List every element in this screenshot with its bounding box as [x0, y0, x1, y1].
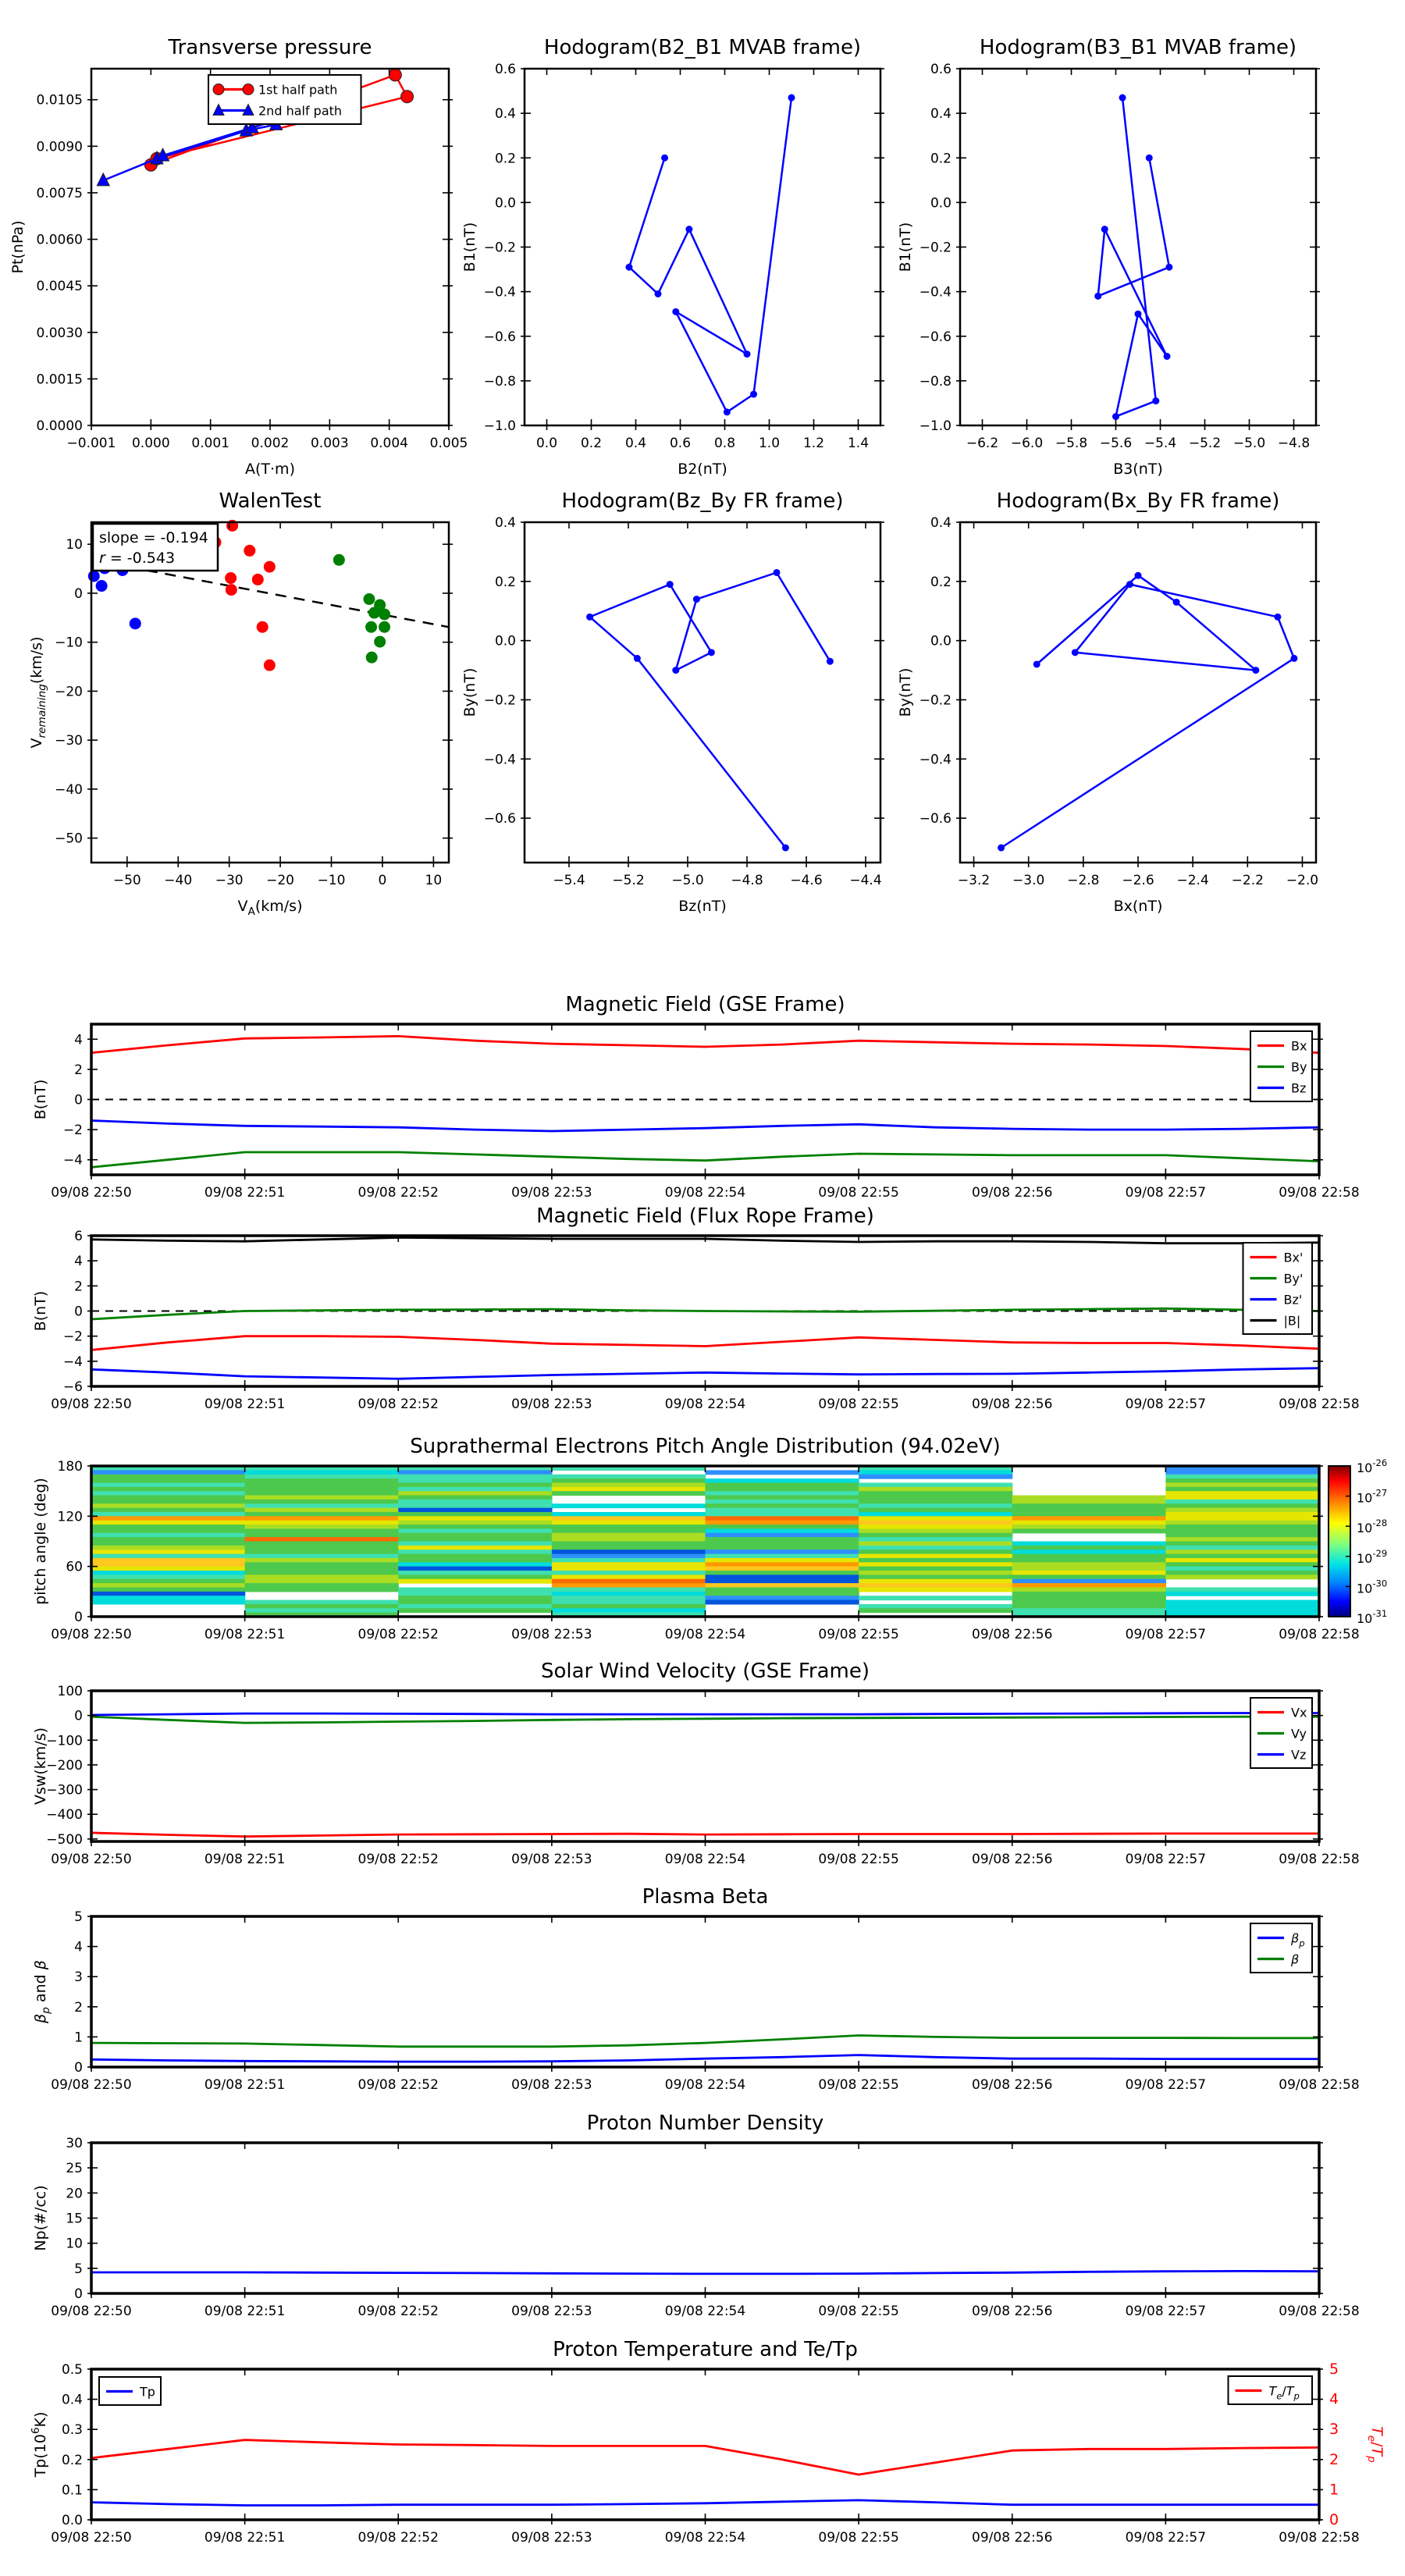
panel-np	[32, 2136, 1360, 2319]
panel-beta	[32, 1909, 1360, 2093]
svg-text:pitch angle (deg): pitch angle (deg)	[32, 1478, 49, 1605]
svg-text:0.0045: 0.0045	[36, 279, 83, 295]
svg-text:09/08 22:57: 09/08 22:57	[1125, 1627, 1207, 1642]
svg-text:−4.8: −4.8	[1277, 436, 1311, 451]
svg-text:−40: −40	[164, 873, 193, 888]
svg-text:By(nT): By(nT)	[461, 667, 478, 717]
svg-text:Bx: Bx	[1291, 1038, 1307, 1054]
svg-text:09/08 22:58: 09/08 22:58	[1279, 1185, 1360, 1201]
svg-text:Np(#/cc): Np(#/cc)	[32, 2185, 49, 2251]
svg-text:09/08 22:51: 09/08 22:51	[204, 1852, 286, 1867]
svg-text:−0.4: −0.4	[919, 752, 951, 768]
svg-text:0.0105: 0.0105	[36, 92, 83, 109]
svg-text:6: 6	[74, 1229, 83, 1244]
svg-text:0.0090: 0.0090	[36, 139, 83, 155]
svg-text:Vx: Vx	[1291, 1705, 1307, 1720]
svg-text:0.003: 0.003	[310, 436, 349, 451]
svg-text:−20: −20	[266, 873, 295, 888]
svg-text:4: 4	[1329, 2390, 1339, 2408]
svg-text:10-30: $10^{-30}$	[1357, 1578, 1388, 1596]
svg-text:−10: −10	[317, 873, 346, 888]
svg-text:0.2: 0.2	[930, 574, 951, 590]
svg-text:09/08 22:55: 09/08 22:55	[818, 1397, 899, 1412]
svg-text:0: 0	[1329, 2511, 1339, 2528]
panel-p6	[897, 515, 1320, 915]
svg-text:09/08 22:56: 09/08 22:56	[972, 1185, 1053, 1201]
svg-text:1.4: 1.4	[847, 436, 870, 451]
svg-text:09/08 22:58: 09/08 22:58	[1279, 1627, 1360, 1642]
svg-text:09/08 22:53: 09/08 22:53	[511, 1185, 592, 1201]
chart-title-transverse-pressure: Transverse pressure	[168, 36, 372, 59]
svg-text:09/08 22:54: 09/08 22:54	[664, 2530, 746, 2546]
svg-text:β: β	[1291, 1952, 1300, 1967]
svg-text:−30: −30	[215, 873, 244, 888]
svg-text:0.8: 0.8	[713, 436, 736, 451]
panel-gse	[32, 1024, 1360, 1201]
svg-text:0.4: 0.4	[61, 2392, 83, 2408]
svg-text:09/08 22:57: 09/08 22:57	[1125, 2530, 1207, 2546]
svg-text:−6.0: −6.0	[1010, 436, 1044, 451]
svg-text:0.1: 0.1	[61, 2482, 83, 2499]
svg-text:−5.2: −5.2	[1188, 436, 1222, 451]
svg-text:0: 0	[74, 585, 83, 602]
svg-text:3: 3	[1329, 2421, 1339, 2439]
svg-text:09/08 22:57: 09/08 22:57	[1125, 2304, 1207, 2319]
svg-text:09/08 22:52: 09/08 22:52	[357, 1185, 439, 1201]
svg-text:0.0: 0.0	[494, 633, 516, 649]
svg-text:30: 30	[66, 2136, 83, 2151]
svg-text:−4.4: −4.4	[849, 873, 882, 888]
svg-text:120: 120	[57, 1509, 83, 1525]
svg-text:09/08 22:55: 09/08 22:55	[818, 2077, 899, 2093]
svg-text:0.002: 0.002	[251, 436, 290, 451]
svg-text:βp and β: $\beta_p$ and β	[32, 1960, 52, 2023]
svg-text:−0.6: −0.6	[483, 329, 516, 345]
svg-text:09/08 22:55: 09/08 22:55	[818, 1852, 899, 1867]
svg-text:0: 0	[74, 2286, 83, 2302]
svg-text:0.0015: 0.0015	[36, 372, 83, 388]
svg-text:Tp: Tp	[140, 2384, 155, 2400]
svg-text:5: 5	[1329, 2361, 1339, 2378]
svg-text:0.2: 0.2	[930, 151, 951, 167]
svg-text:2: 2	[1329, 2450, 1339, 2468]
svg-text:−5.0: −5.0	[1232, 436, 1266, 451]
svg-text:0: 0	[378, 873, 387, 888]
svg-text:09/08 22:58: 09/08 22:58	[1279, 1852, 1360, 1867]
svg-text:0.4: 0.4	[930, 106, 951, 123]
chart-title-hodogram-b3b1: Hodogram(B3_B1 MVAB frame)	[979, 36, 1297, 59]
svg-text:−3.0: −3.0	[1012, 873, 1045, 888]
svg-text:−50: −50	[112, 873, 141, 888]
svg-text:09/08 22:51: 09/08 22:51	[204, 2304, 286, 2319]
svg-text:10-29: $10^{-29}$	[1357, 1547, 1388, 1566]
svg-text:B(nT): B(nT)	[32, 1290, 49, 1332]
svg-text:0.005: 0.005	[429, 436, 468, 451]
svg-text:−0.4: −0.4	[483, 284, 516, 301]
svg-text:−0.8: −0.8	[483, 373, 516, 390]
svg-text:VA(km/s): $V_A(km/s)$	[237, 898, 303, 918]
svg-text:09/08 22:57: 09/08 22:57	[1125, 1185, 1207, 1201]
panel-fr	[32, 1229, 1360, 1412]
svg-text:09/08 22:53: 09/08 22:53	[511, 1852, 592, 1867]
svg-text:0.000: 0.000	[131, 436, 170, 451]
chart-title-proton-density: Proton Number Density	[586, 2112, 824, 2135]
svg-text:Te/Tp: $T_e/T_p$	[1365, 2426, 1385, 2463]
svg-text:0.6: 0.6	[669, 436, 692, 451]
svg-text:−0.001: −0.001	[66, 436, 116, 451]
svg-text:−0.2: −0.2	[919, 240, 951, 256]
svg-text:B2(nT): B2(nT)	[678, 461, 727, 478]
panel-p2	[461, 62, 884, 478]
chart-title-pitch-angle-distribution: Suprathermal Electrons Pitch Angle Distribution (94.02eV)	[410, 1435, 1001, 1458]
svg-text:Bx(nT): Bx(nT)	[1113, 898, 1163, 915]
svg-text:09/08 22:54: 09/08 22:54	[664, 2304, 746, 2319]
svg-text:10: 10	[66, 537, 83, 553]
svg-text:B1(nT): B1(nT)	[897, 222, 914, 272]
svg-text:09/08 22:55: 09/08 22:55	[818, 2530, 899, 2546]
svg-text:09/08 22:57: 09/08 22:57	[1125, 1852, 1207, 1867]
svg-text:09/08 22:52: 09/08 22:52	[357, 2530, 439, 2546]
svg-text:09/08 22:53: 09/08 22:53	[511, 1397, 592, 1412]
svg-text:09/08 22:58: 09/08 22:58	[1279, 2077, 1360, 2093]
svg-text:−300: −300	[46, 1782, 83, 1799]
svg-text:0.0: 0.0	[535, 436, 558, 451]
svg-text:B1(nT): B1(nT)	[461, 222, 478, 272]
svg-text:0.2: 0.2	[580, 436, 603, 451]
svg-text:B3(nT): B3(nT)	[1113, 461, 1163, 478]
panel-vel	[32, 1684, 1360, 1867]
svg-text:−0.6: −0.6	[919, 811, 951, 827]
svg-text:1: 1	[74, 2030, 83, 2046]
svg-text:−0.6: −0.6	[919, 329, 951, 345]
svg-text:−2.2: −2.2	[1231, 873, 1264, 888]
chart-title-hodogram-bzby: Hodogram(Bz_By FR frame)	[561, 489, 844, 513]
svg-text:09/08 22:50: 09/08 22:50	[51, 1397, 132, 1412]
svg-text:−5.4: −5.4	[553, 873, 585, 888]
svg-text:09/08 22:53: 09/08 22:53	[511, 2077, 592, 2093]
chart-title-magnetic-field-fr: Magnetic Field (Flux Rope Frame)	[536, 1204, 874, 1228]
svg-text:−2.8: −2.8	[1067, 873, 1100, 888]
svg-text:−4.6: −4.6	[790, 873, 823, 888]
svg-text:−6: −6	[62, 1379, 83, 1395]
svg-text:09/08 22:53: 09/08 22:53	[511, 2304, 592, 2319]
svg-text:0.4: 0.4	[494, 515, 516, 531]
svg-text:10: 10	[425, 873, 443, 888]
svg-text:r = -0.543: r = -0.543	[99, 550, 176, 567]
svg-text:slope = -0.194: slope = -0.194	[99, 529, 208, 546]
svg-text:−5.4: −5.4	[1144, 436, 1177, 451]
svg-text:0.4: 0.4	[624, 436, 647, 451]
svg-text:15: 15	[66, 2211, 83, 2227]
svg-text:−0.2: −0.2	[919, 692, 951, 709]
svg-text:09/08 22:51: 09/08 22:51	[204, 1397, 286, 1412]
svg-text:09/08 22:56: 09/08 22:56	[972, 2304, 1053, 2319]
svg-text:09/08 22:52: 09/08 22:52	[357, 1852, 439, 1867]
svg-text:0.6: 0.6	[930, 62, 951, 77]
svg-text:09/08 22:52: 09/08 22:52	[357, 2304, 439, 2319]
svg-text:By: By	[1291, 1059, 1307, 1075]
svg-text:09/08 22:56: 09/08 22:56	[972, 1627, 1053, 1642]
svg-text:B(nT): B(nT)	[32, 1079, 49, 1120]
svg-text:−2.0: −2.0	[1286, 873, 1319, 888]
svg-text:4: 4	[74, 1939, 83, 1955]
svg-text:Bz: Bz	[1291, 1080, 1307, 1096]
svg-text:−2.6: −2.6	[1122, 873, 1154, 888]
svg-text:2nd half path: 2nd half path	[258, 103, 343, 119]
svg-text:4: 4	[74, 1032, 83, 1048]
svg-text:0.0060: 0.0060	[36, 232, 83, 248]
svg-text:09/08 22:56: 09/08 22:56	[972, 2530, 1053, 2546]
svg-text:−5.6: −5.6	[1099, 436, 1133, 451]
svg-text:0.6: 0.6	[494, 62, 516, 77]
svg-text:0: 0	[74, 1610, 83, 1625]
svg-text:−100: −100	[46, 1733, 83, 1749]
svg-text:A(T·m): A(T·m)	[245, 461, 295, 478]
chart-title-proton-temperature: Proton Temperature and Te/Tp	[553, 2338, 858, 2361]
svg-text:−1.0: −1.0	[483, 418, 516, 434]
svg-text:Vz: Vz	[1291, 1747, 1307, 1763]
svg-text:2: 2	[74, 1999, 83, 2016]
svg-text:09/08 22:56: 09/08 22:56	[972, 2077, 1053, 2093]
svg-text:0: 0	[74, 1304, 83, 1320]
panel-p3	[897, 62, 1320, 478]
svg-text:09/08 22:52: 09/08 22:52	[357, 2077, 439, 2093]
svg-text:Pt(nPa): Pt(nPa)	[9, 220, 27, 274]
svg-text:By': By'	[1283, 1271, 1304, 1286]
svg-text:−30: −30	[55, 733, 83, 749]
svg-text:0.0000: 0.0000	[36, 418, 83, 434]
svg-text:09/08 22:54: 09/08 22:54	[664, 1185, 746, 1201]
svg-text:−5.0: −5.0	[671, 873, 704, 888]
svg-text:0.0: 0.0	[930, 633, 951, 649]
svg-text:180: 180	[57, 1459, 83, 1475]
svg-text:0.2: 0.2	[61, 2452, 83, 2468]
svg-text:09/08 22:57: 09/08 22:57	[1125, 1397, 1207, 1412]
svg-text:−3.2: −3.2	[957, 873, 991, 888]
svg-text:09/08 22:54: 09/08 22:54	[664, 2077, 746, 2093]
svg-text:09/08 22:53: 09/08 22:53	[511, 1627, 592, 1642]
svg-text:09/08 22:50: 09/08 22:50	[51, 2530, 132, 2546]
svg-text:10-31: $10^{-31}$	[1357, 1608, 1388, 1626]
svg-text:−40: −40	[55, 781, 83, 798]
svg-text:5: 5	[74, 1909, 83, 1925]
svg-text:09/08 22:50: 09/08 22:50	[51, 1185, 132, 1201]
svg-text:−2.4: −2.4	[1176, 873, 1209, 888]
svg-text:−4.8: −4.8	[731, 873, 763, 888]
svg-text:09/08 22:56: 09/08 22:56	[972, 1852, 1053, 1867]
svg-text:−500: −500	[46, 1831, 83, 1848]
svg-text:09/08 22:53: 09/08 22:53	[511, 2530, 592, 2546]
svg-text:By(nT): By(nT)	[897, 667, 914, 717]
svg-text:−5.8: −5.8	[1055, 436, 1088, 451]
svg-text:0.0030: 0.0030	[36, 325, 83, 341]
svg-text:−0.6: −0.6	[483, 811, 516, 827]
svg-text:0.2: 0.2	[494, 151, 516, 167]
svg-text:0.001: 0.001	[191, 436, 230, 451]
svg-text:−0.4: −0.4	[919, 284, 951, 301]
svg-text:−0.4: −0.4	[483, 752, 516, 768]
panel-p5	[461, 515, 884, 915]
svg-text:−10: −10	[55, 635, 83, 651]
svg-text:09/08 22:50: 09/08 22:50	[51, 2304, 132, 2319]
svg-text:10-28: $10^{-28}$	[1357, 1517, 1388, 1536]
svg-text:09/08 22:58: 09/08 22:58	[1279, 2304, 1360, 2319]
svg-text:1.0: 1.0	[758, 436, 781, 451]
svg-text:−4: −4	[62, 1354, 83, 1370]
svg-text:Tp(106K): $Tp(10^6K)$	[30, 2411, 49, 2478]
chart-title-hodogram-bxby: Hodogram(Bx_By FR frame)	[996, 489, 1280, 513]
svg-text:0.004: 0.004	[370, 436, 409, 451]
svg-text:09/08 22:50: 09/08 22:50	[51, 2077, 132, 2093]
svg-text:−0.8: −0.8	[919, 373, 951, 390]
svg-text:−50: −50	[55, 831, 83, 847]
svg-text:09/08 22:52: 09/08 22:52	[357, 1397, 439, 1412]
svg-text:09/08 22:54: 09/08 22:54	[664, 1852, 746, 1867]
svg-text:0: 0	[74, 2060, 83, 2076]
svg-text:0.0: 0.0	[930, 195, 951, 212]
svg-text:60: 60	[66, 1559, 83, 1575]
svg-text:09/08 22:54: 09/08 22:54	[664, 1627, 746, 1642]
svg-text:−2: −2	[62, 1329, 83, 1345]
svg-text:1st half path: 1st half path	[258, 82, 338, 98]
svg-text:09/08 22:51: 09/08 22:51	[204, 2077, 286, 2093]
svg-text:0.4: 0.4	[494, 106, 516, 123]
svg-text:3: 3	[74, 1969, 83, 1986]
svg-text:09/08 22:51: 09/08 22:51	[204, 2530, 286, 2546]
svg-text:0.0075: 0.0075	[36, 185, 83, 201]
svg-text:0.0: 0.0	[61, 2513, 83, 2528]
svg-text:10-27: $10^{-27}$	[1357, 1487, 1388, 1506]
svg-text:Te/Tp: $T_e/T_p$	[1268, 2383, 1300, 2402]
svg-text:09/08 22:58: 09/08 22:58	[1279, 2530, 1360, 2546]
svg-text:09/08 22:58: 09/08 22:58	[1279, 1397, 1360, 1412]
svg-text:09/08 22:55: 09/08 22:55	[818, 1185, 899, 1201]
svg-text:20: 20	[66, 2186, 83, 2202]
svg-text:0.5: 0.5	[61, 2362, 83, 2378]
svg-text:Bz(nT): Bz(nT)	[678, 898, 727, 915]
panel-p4	[28, 520, 453, 918]
svg-text:2: 2	[74, 1062, 83, 1078]
svg-text:0: 0	[74, 1708, 83, 1724]
svg-text:09/08 22:56: 09/08 22:56	[972, 1397, 1053, 1412]
svg-text:09/08 22:50: 09/08 22:50	[51, 1852, 132, 1867]
svg-text:0.2: 0.2	[494, 574, 516, 590]
svg-text:10-26: $10^{-26}$	[1357, 1457, 1388, 1475]
svg-text:−200: −200	[46, 1757, 83, 1774]
svg-text:25: 25	[66, 2161, 83, 2177]
svg-text:|B|: |B|	[1283, 1313, 1301, 1329]
svg-text:09/08 22:51: 09/08 22:51	[204, 1627, 286, 1642]
svg-text:0.4: 0.4	[930, 515, 951, 531]
svg-text:−0.2: −0.2	[483, 692, 516, 709]
svg-text:1.2: 1.2	[802, 436, 825, 451]
svg-text:100: 100	[57, 1684, 83, 1699]
chart-title-magnetic-field-gse: Magnetic Field (GSE Frame)	[565, 993, 845, 1016]
svg-text:09/08 22:57: 09/08 22:57	[1125, 2077, 1207, 2093]
svg-text:09/08 22:55: 09/08 22:55	[818, 2304, 899, 2319]
svg-text:09/08 22:51: 09/08 22:51	[204, 1185, 286, 1201]
svg-text:5: 5	[74, 2261, 83, 2277]
svg-text:Bz': Bz'	[1283, 1292, 1303, 1308]
chart-title-plasma-beta: Plasma Beta	[642, 1885, 769, 1909]
svg-text:09/08 22:54: 09/08 22:54	[664, 1397, 746, 1412]
svg-text:−6.2: −6.2	[966, 436, 999, 451]
chart-title-solar-wind-velocity: Solar Wind Velocity (GSE Frame)	[540, 1660, 870, 1683]
svg-text:4: 4	[74, 1254, 83, 1270]
svg-text:βp: $\beta_p$	[1291, 1930, 1305, 1949]
svg-text:−1.0: −1.0	[919, 418, 951, 434]
svg-text:Vy: Vy	[1291, 1726, 1307, 1742]
svg-text:−20: −20	[55, 684, 83, 700]
svg-text:0: 0	[74, 1092, 83, 1108]
svg-text:0.3: 0.3	[61, 2422, 83, 2439]
svg-text:−400: −400	[46, 1807, 83, 1823]
svg-text:Vremaining(km/s): $V_{remaining}(km/s)$	[28, 636, 48, 749]
svg-text:0.0: 0.0	[494, 195, 516, 212]
svg-text:Vsw(km/s): Vsw(km/s)	[32, 1727, 49, 1806]
svg-text:09/08 22:55: 09/08 22:55	[818, 1627, 899, 1642]
svg-text:Bx': Bx'	[1283, 1250, 1304, 1265]
svg-text:09/08 22:52: 09/08 22:52	[357, 1627, 439, 1642]
svg-text:09/08 22:50: 09/08 22:50	[51, 1627, 132, 1642]
svg-text:2: 2	[74, 1279, 83, 1295]
panel-p1	[9, 69, 468, 478]
panel-pad	[32, 1457, 1387, 1642]
chart-title-hodogram-b2b1: Hodogram(B2_B1 MVAB frame)	[543, 36, 862, 59]
chart-title-walen-test: WalenTest	[219, 489, 322, 513]
svg-text:−5.2: −5.2	[612, 873, 645, 888]
svg-text:−4: −4	[62, 1152, 83, 1169]
panel-tp	[30, 2361, 1385, 2546]
svg-text:−0.2: −0.2	[483, 240, 516, 256]
svg-text:−2: −2	[62, 1123, 83, 1139]
svg-text:1: 1	[1329, 2481, 1339, 2499]
svg-text:10: 10	[66, 2236, 83, 2252]
